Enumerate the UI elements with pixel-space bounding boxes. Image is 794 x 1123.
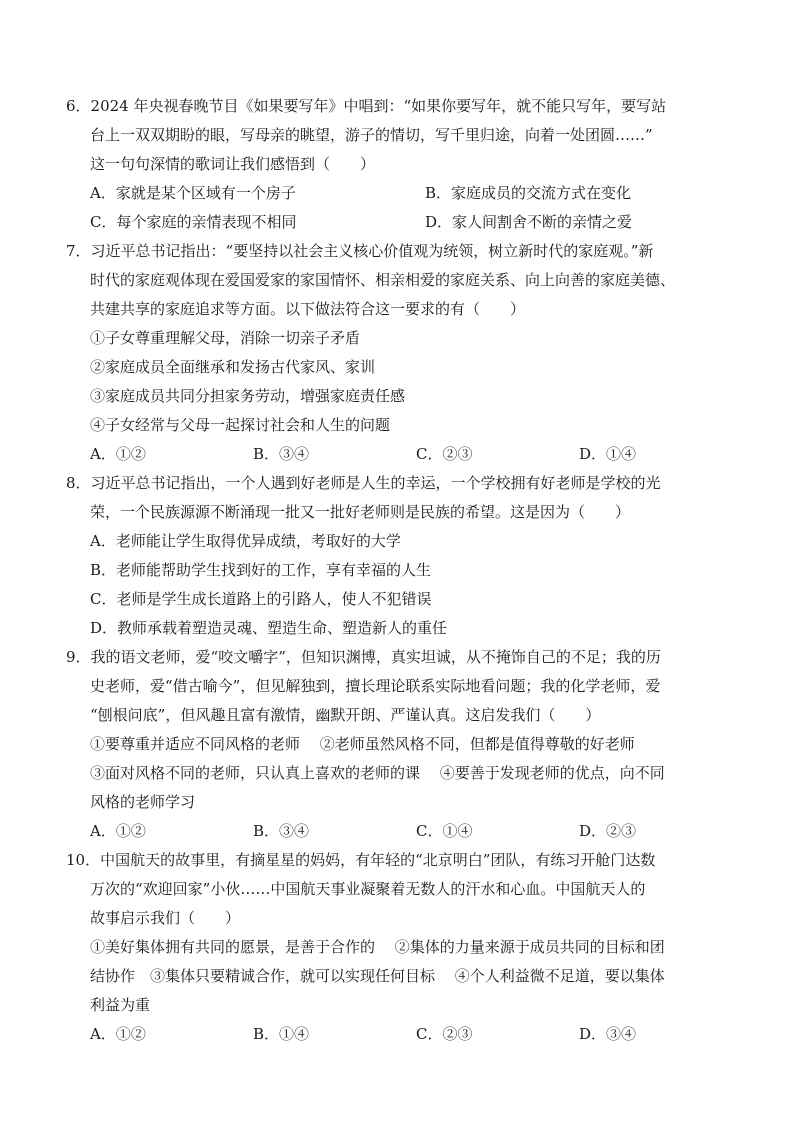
- option-a[interactable]: A．①②: [90, 822, 146, 840]
- statement: ③家庭成员共同分担家务劳动，增强家庭责任感: [90, 387, 406, 405]
- option-b[interactable]: B．③④: [253, 822, 310, 840]
- option-d[interactable]: D．教师承载着塑造灵魂、塑造生命、塑造新人的重任: [90, 619, 448, 637]
- option-a[interactable]: A．老师能让学生取得优异成绩，考取好的大学: [90, 532, 401, 550]
- statement: ①子女尊重理解父母，消除一切亲子矛盾: [90, 329, 361, 347]
- statement: ③面对风格不同的老师，只认真上喜欢的老师的课 ④要善于发现老师的优点，向不同: [90, 764, 665, 782]
- question-stem-line: 6．2024 年央视春晚节目《如果要写年》中唱到：“如果你要写年，就不能只写年，要写站: [66, 97, 667, 115]
- option-c[interactable]: C．②③: [416, 1025, 473, 1043]
- question-stem-line: 共建共享的家庭追求等方面。以下做法符合这一要求的有（ ）: [90, 300, 526, 318]
- question-10: [66, 846, 736, 1049]
- question-9: [66, 643, 736, 846]
- exam-page: [66, 92, 736, 1049]
- question-stem-line: 时代的家庭观体现在爱国爱家的家国情怀、相亲相爱的家庭关系、向上向善的家庭美德、: [90, 271, 676, 289]
- option-b[interactable]: B．家庭成员的交流方式在变化: [425, 184, 632, 202]
- option-b[interactable]: B．③④: [253, 445, 310, 463]
- question-stem-line: 9．我的语文老师，爱“咬文嚼字”，但知识渊博，真实坦诚，从不掩饰自己的不足；我的历: [66, 648, 661, 666]
- question-stem-line: 荣，一个民族源源不断涌现一批又一批好老师则是民族的希望。这是因为（ ）: [90, 503, 631, 521]
- option-c[interactable]: C．①④: [416, 822, 473, 840]
- question-8: [66, 469, 736, 643]
- option-d[interactable]: D．①④: [579, 445, 637, 463]
- statement: 利益为重: [90, 996, 151, 1014]
- option-a[interactable]: A．①②: [90, 1025, 146, 1043]
- statement: ①美好集体拥有共同的愿景，是善于合作的 ②集体的力量来源于成员共同的目标和团: [90, 938, 665, 956]
- question-stem-line: 10．中国航天的故事里，有摘星星的妈妈，有年轻的“北京明白”团队，有练习开舱门达数: [66, 851, 656, 869]
- question-stem-line: 台上一双双期盼的眼，写母亲的眺望，游子的情切，写千里归途，向着一处团圆……”: [90, 126, 653, 144]
- question-6: [66, 92, 736, 237]
- statement: 风格的老师学习: [90, 793, 196, 811]
- options-row: [66, 440, 736, 469]
- options-row: [66, 208, 736, 237]
- option-c[interactable]: C．每个家庭的亲情表现不相同: [90, 213, 297, 231]
- option-c[interactable]: C．②③: [416, 445, 473, 463]
- option-d[interactable]: D．家人间割舍不断的亲情之爱: [425, 213, 633, 231]
- option-b[interactable]: B．①④: [253, 1025, 310, 1043]
- option-c[interactable]: C．老师是学生成长道路上的引路人，使人不犯错误: [90, 590, 432, 608]
- option-a[interactable]: A．①②: [90, 445, 146, 463]
- question-stem-line: 万次的“欢迎回家”小伙……中国航天事业凝聚着无数人的汗水和心血。中国航天人的: [90, 880, 646, 898]
- option-a[interactable]: A．家就是某个区域有一个房子: [90, 184, 296, 202]
- option-d[interactable]: D．②③: [579, 822, 637, 840]
- statement: ④子女经常与父母一起探讨社会和人生的问题: [90, 416, 391, 434]
- question-stem-line: 这一句句深情的歌词让我们感悟到（ ）: [90, 155, 376, 173]
- options-row: [66, 1020, 736, 1049]
- statement: ①要尊重并适应不同风格的老师 ②老师虽然风格不同，但都是值得尊敬的好老师: [90, 735, 635, 753]
- statement: 结协作 ③集体只要精诚合作，就可以实现任何目标 ④个人利益微不足道，要以集体: [90, 967, 665, 985]
- question-stem-line: 故事启示我们（ ）: [90, 909, 241, 927]
- question-stem-line: 7．习近平总书记指出：“要坚持以社会主义核心价值观为统领，树立新时代的家庭观。”新: [66, 242, 654, 260]
- option-b[interactable]: B．老师能帮助学生找到好的工作，享有幸福的人生: [90, 561, 432, 579]
- options-row: [66, 179, 736, 208]
- question-stem-line: 8．习近平总书记指出，一个人遇到好老师是人生的幸运，一个学校拥有好老师是学校的光: [66, 474, 661, 492]
- statement: ②家庭成员全面继承和发扬古代家风、家训: [90, 358, 376, 376]
- option-d[interactable]: D．③④: [579, 1025, 637, 1043]
- question-stem-line: “刨根问底”，但风趣且富有激情，幽默开朗、严谨认真。这启发我们（ ）: [90, 706, 601, 724]
- question-7: [66, 237, 736, 469]
- question-stem-line: 史老师，爱“借古喻今”，但见解独到，擅长理论联系实际地看问题；我的化学老师，爱: [90, 677, 661, 695]
- options-row: [66, 817, 736, 846]
